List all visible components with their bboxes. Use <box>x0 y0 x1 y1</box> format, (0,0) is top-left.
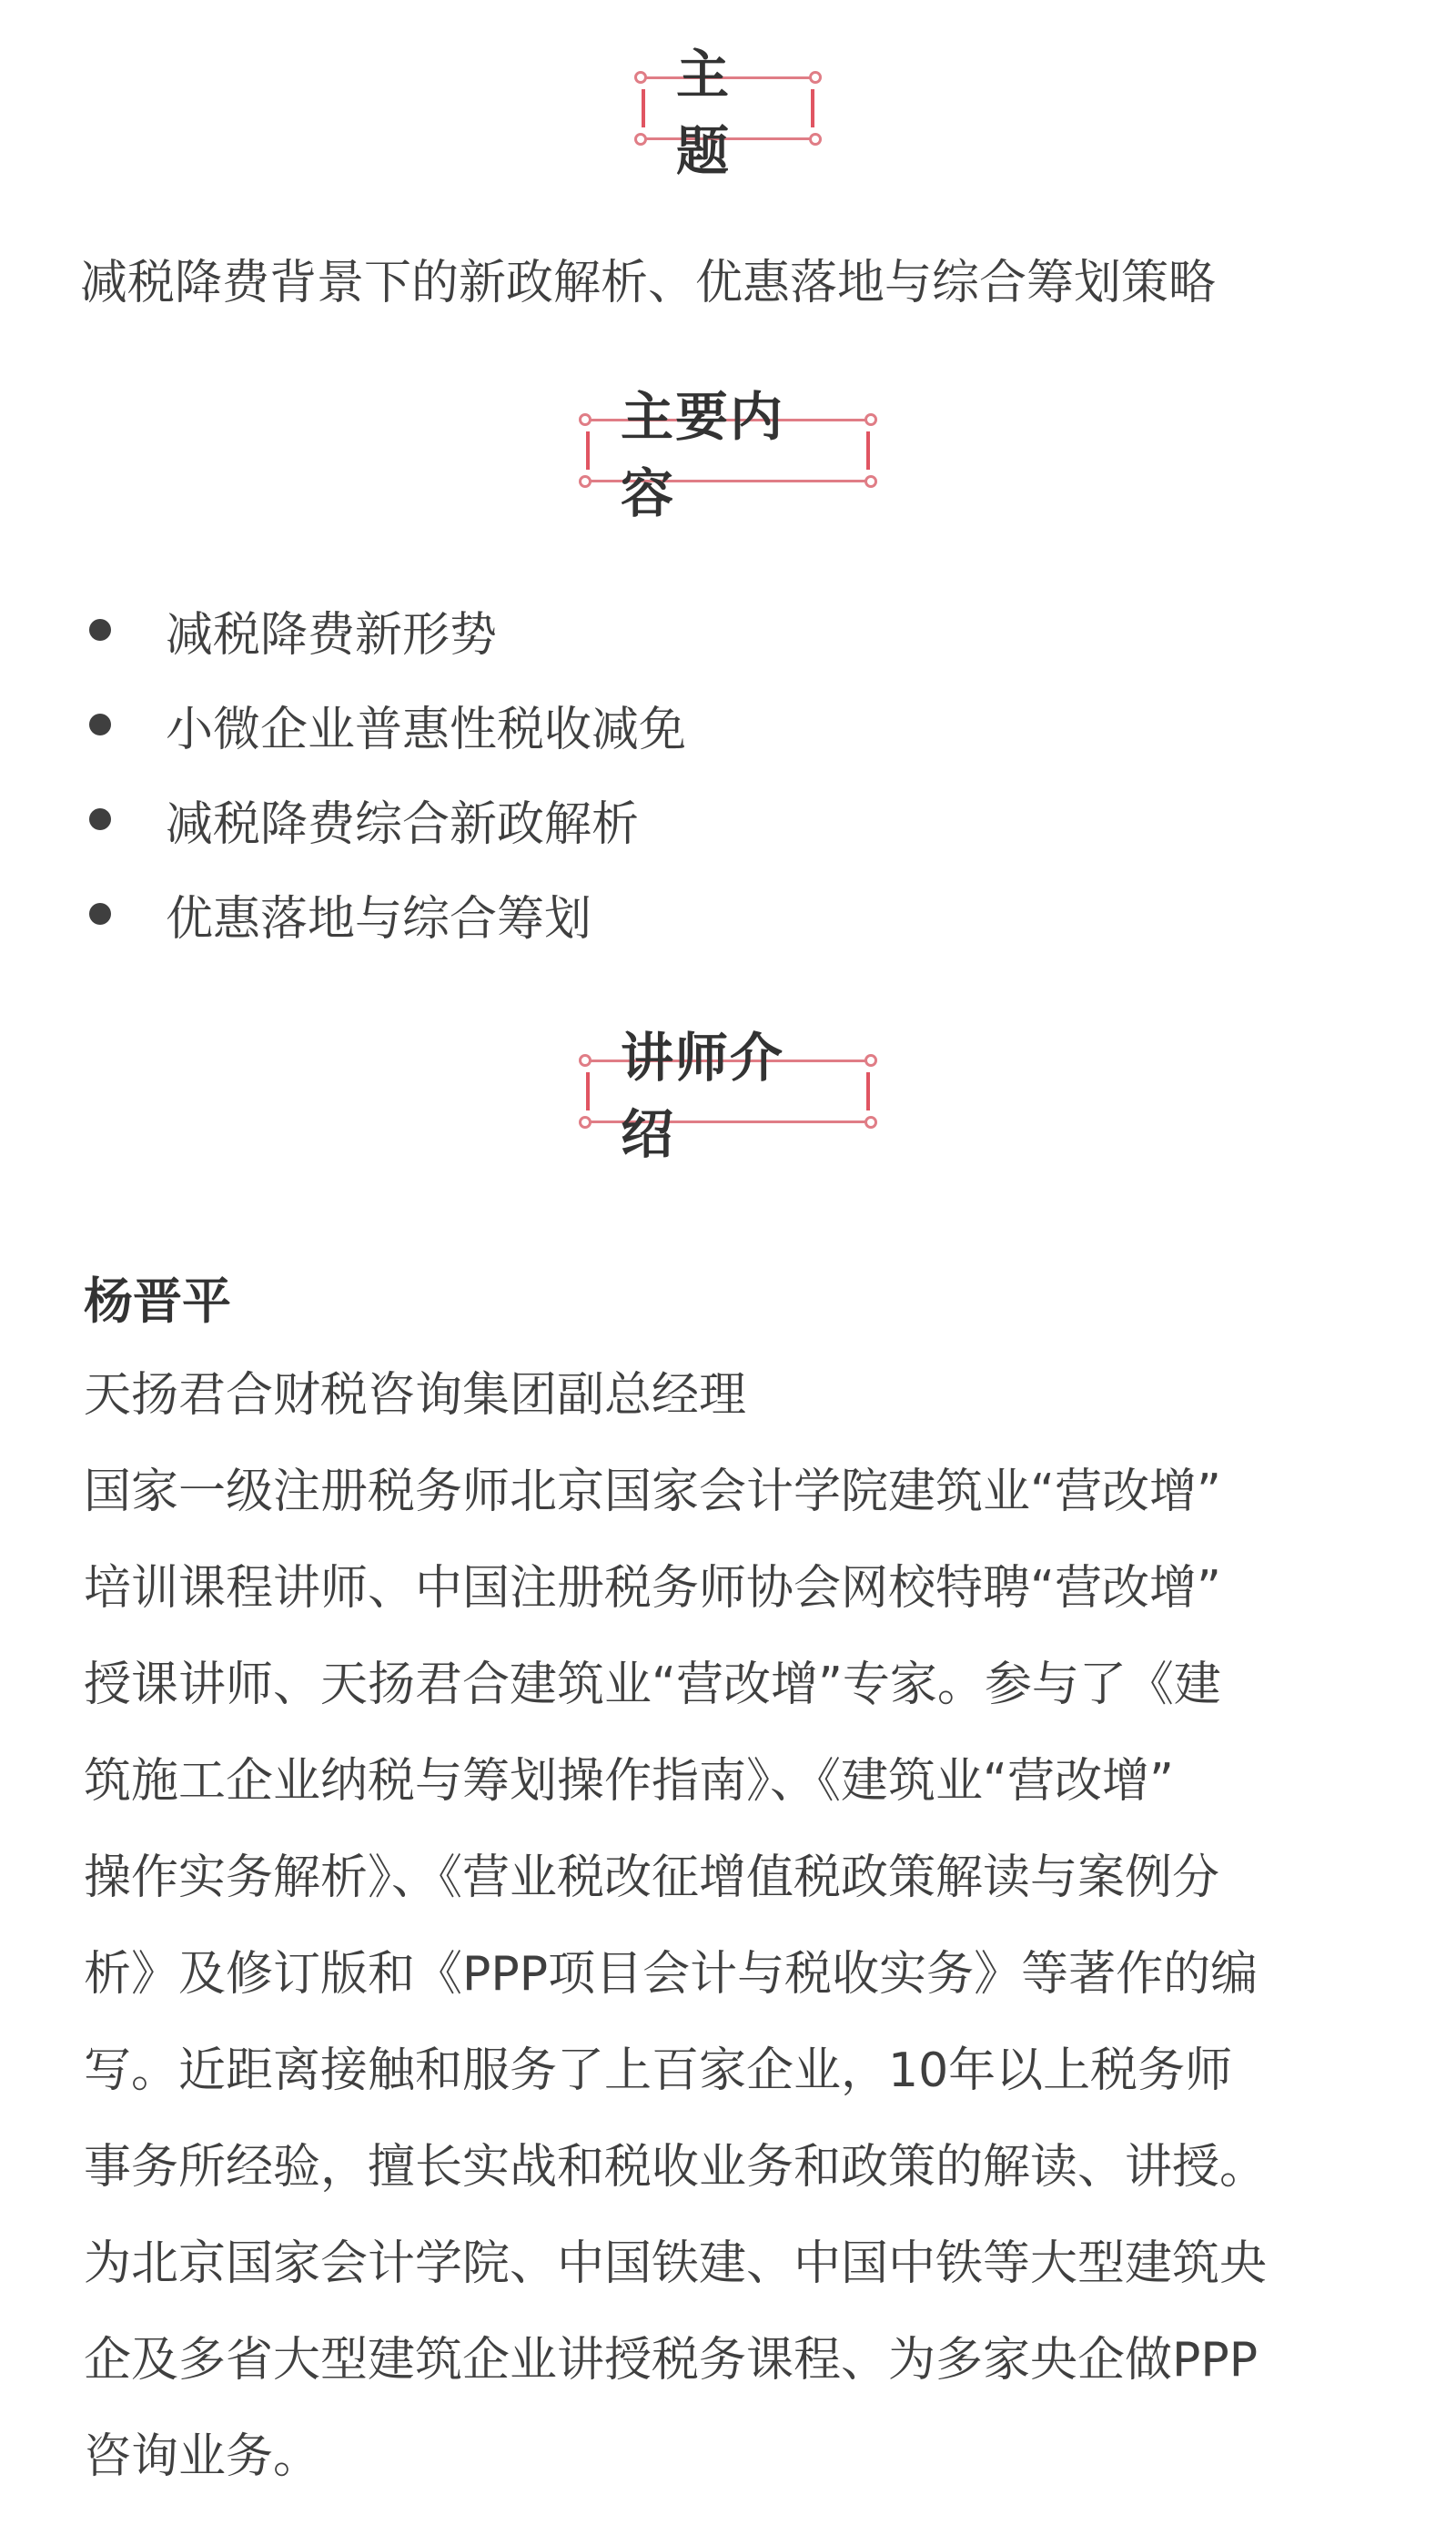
list-item <box>80 772 686 867</box>
frame-bar-left <box>586 1072 590 1110</box>
list-item <box>80 867 686 961</box>
theme-heading-block <box>0 44 1456 182</box>
frame-corner-dot <box>634 133 647 146</box>
list-item-label: 小微企业普惠性税收减免 <box>166 702 687 757</box>
content-heading: 主要内容 <box>621 386 785 524</box>
frame-corner-dot <box>809 133 822 146</box>
frame-bar-left <box>586 431 590 470</box>
bullet-icon <box>89 808 111 830</box>
bio-line: 筑施工企业纳税与筹划操作指南》、《建筑业“营改增” <box>84 1754 1174 1809</box>
content-list <box>80 583 686 961</box>
theme-heading: 主题 <box>676 44 732 182</box>
frame-corner-dot <box>864 1054 877 1067</box>
frame-corner-dot <box>579 475 592 488</box>
frame-corner-dot <box>634 71 647 84</box>
bio-line: 为北京国家会计学院、中国铁建、中国中铁等大型建筑央 <box>84 2236 1268 2291</box>
list-item-label: 减税降费综合新政解析 <box>166 796 640 852</box>
content-heading-block <box>0 386 1456 524</box>
lecturer-heading-block <box>0 1027 1456 1165</box>
frame-corner-dot <box>864 475 877 488</box>
bullet-icon <box>89 714 111 735</box>
bio-line: 事务所经验，擅长实战和税收业务和政策的解读、讲授。 <box>84 2140 1268 2195</box>
list-item <box>80 583 686 677</box>
bio-line: 国家一级注册税务师北京国家会计学院建筑业“营改增” <box>84 1465 1221 1519</box>
bio-line: 授课讲师、天扬君合建筑业“营改增”专家。参与了《建 <box>84 1658 1221 1712</box>
frame-corner-dot <box>809 71 822 84</box>
bullet-icon <box>89 903 111 925</box>
frame-bar-right <box>811 89 814 127</box>
heading-frame <box>629 44 827 182</box>
lecturer-bio <box>84 1263 1376 2505</box>
bio-line: 操作实务解析》、《营业税改征增值税政策解读与案例分 <box>84 1851 1220 1905</box>
frame-bar-right <box>866 431 870 470</box>
heading-frame <box>573 1027 883 1165</box>
bio-line: 咨询业务。 <box>84 2429 321 2484</box>
bio-line: 企及多省大型建筑企业讲授税务课程、为多家央企做PPP <box>84 2333 1259 2388</box>
frame-bar-left <box>642 89 645 127</box>
frame-bar-right <box>866 1072 870 1110</box>
bio-line: 天扬君合财税咨询集团副总经理 <box>84 1368 747 1423</box>
frame-corner-dot <box>579 413 592 426</box>
frame-corner-dot <box>579 1054 592 1067</box>
frame-corner-dot <box>579 1116 592 1129</box>
theme-text: 减税降费背景下的新政解析、优惠落地与综合筹划策略 <box>80 256 1217 310</box>
list-item-label: 优惠落地与综合筹划 <box>166 891 592 947</box>
heading-frame <box>573 386 883 524</box>
bio-line: 写。近距离接触和服务了上百家企业，10年以上税务师 <box>84 2043 1233 2098</box>
lecturer-name: 杨晋平 <box>84 1273 231 1330</box>
frame-corner-dot <box>864 413 877 426</box>
list-item <box>80 677 686 772</box>
list-item-label: 减税降费新形势 <box>166 607 498 663</box>
bullet-icon <box>89 619 111 641</box>
bio-line: 析》及修订版和《PPP项目会计与税收实务》等著作的编 <box>84 1947 1259 2002</box>
lecturer-heading: 讲师介绍 <box>621 1027 785 1165</box>
frame-corner-dot <box>864 1116 877 1129</box>
bio-line: 培训课程讲师、中国注册税务师协会网校特聘“营改增” <box>84 1561 1221 1616</box>
